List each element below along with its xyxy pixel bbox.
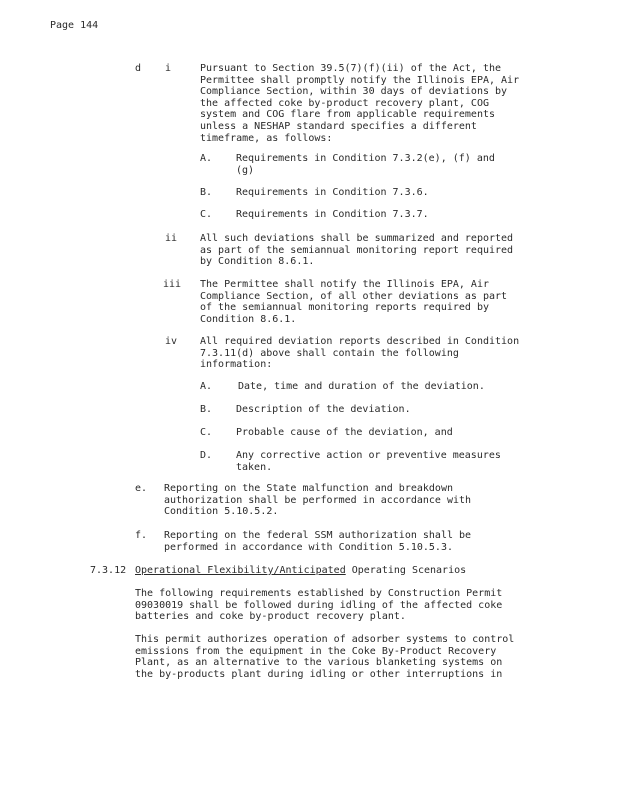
text-line: authorization shall be performed in accordance with [164,494,472,506]
subitem-iv-c-text [236,427,453,439]
text-line: Pursuant to Section 39.5(7)(f)(ii) of the Act, the [200,63,502,74]
item-d-i-text [200,63,519,144]
subitem-iv-a-text [238,381,485,393]
text-line: Condition 8.6.1. [200,313,297,325]
item-d-iii-text [200,279,507,325]
text-line: Condition 5.10.5.2. [164,506,279,518]
item-d-i-label: i [165,63,172,74]
text-line: The following requirements established by Construction Permit [135,588,503,599]
condition-e-label: e. [135,483,148,494]
page-number: Page 144 [50,20,99,31]
subitem-iv-b-label: B. [200,404,213,415]
text-line: by Condition 8.6.1. [200,256,315,268]
text-line: The Permittee shall notify the Illinois EPA, Air [200,279,489,290]
item-d-iv-label: iv [165,336,178,347]
subitem-i-a-label: A. [200,153,213,164]
text-line: system and COG flare from applicable requirements [200,109,496,121]
subitem-iv-d-label: D. [200,450,213,461]
text-line: All required deviation reports described in Condition [200,336,520,347]
text-line: the by-products plant during idling or other interruptions in [135,668,503,680]
text-line: the affected coke by-product recovery plant, COG [200,97,489,109]
condition-e-text [164,483,471,518]
text-line: Reporting on the federal SSM authorization shall be [164,530,472,541]
text-line: Requirements in Condition 7.3.7. [236,209,429,220]
section-title-rest: Operating Scenarios [345,565,467,576]
subitem-i-c-text [236,209,429,221]
text-line: Description of the deviation. [236,404,411,415]
condition-f-label: f. [135,530,148,541]
text-line: All such deviations shall be summarized and reported [200,233,514,244]
item-d-ii-label: ii [165,233,178,244]
subitem-i-a-text [236,153,495,176]
condition-d-label: d [135,63,142,74]
text-line: timeframe, as follows: [200,132,333,144]
subitem-iv-a-label: A. [200,381,213,392]
text-line: Compliance Section, of all other deviations as part [200,290,508,302]
text-line: 09030019 shall be followed during idling of the affected coke [135,599,503,611]
text-line: unless a NESHAP standard specifies a different [200,120,477,132]
text-line: emissions from the equipment in the Coke By-Product Recovery [135,645,497,657]
section-paragraph-2 [135,634,514,680]
condition-f-text [164,530,471,553]
subitem-i-b-label: B. [200,187,213,198]
text-line: taken. [236,461,273,473]
text-line: Requirements in Condition 7.3.2(e), (f) and [236,153,495,164]
text-line: of the semiannual monitoring reports required by [200,302,489,314]
text-line: Date, time and duration of the deviation. [238,381,485,392]
section-paragraph-1 [135,588,502,623]
subitem-iv-c-label: C. [200,427,213,438]
item-d-ii-text [200,233,513,268]
text-line: Permittee shall promptly notify the Illinois EPA, Air [200,74,520,86]
text-line: 7.3.11(d) above shall contain the following [200,347,459,359]
item-d-iii-label: iii [163,279,182,290]
item-d-iv-text [200,336,519,371]
section-title [135,565,466,577]
text-line: as part of the semiannual monitoring report required [200,244,514,256]
text-line: Requirements in Condition 7.3.6. [236,187,429,198]
text-line: Plant, as an alternative to the various blanketing systems on [135,657,503,669]
text-line: This permit authorizes operation of adsorber systems to control [135,634,515,645]
subitem-i-b-text [236,187,429,199]
subitem-iv-d-text [236,450,501,473]
text-line: information: [200,359,273,371]
text-line: Any corrective action or preventive measures [236,450,501,461]
text-line: batteries and coke by-product recovery plant. [135,611,406,623]
text-line: Compliance Section, within 30 days of deviations by [200,86,508,98]
section-title-underlined: Operational Flexibility/Anticipated [135,565,346,576]
text-line: (g) [236,164,255,176]
text-line: Reporting on the State malfunction and breakdown [164,483,453,494]
subitem-iv-b-text [236,404,411,416]
text-line: Probable cause of the deviation, and [236,427,453,438]
text-line: performed in accordance with Condition 5.10.5.3. [164,541,453,553]
subitem-i-c-label: C. [200,209,213,220]
section-number: 7.3.12 [90,565,127,576]
